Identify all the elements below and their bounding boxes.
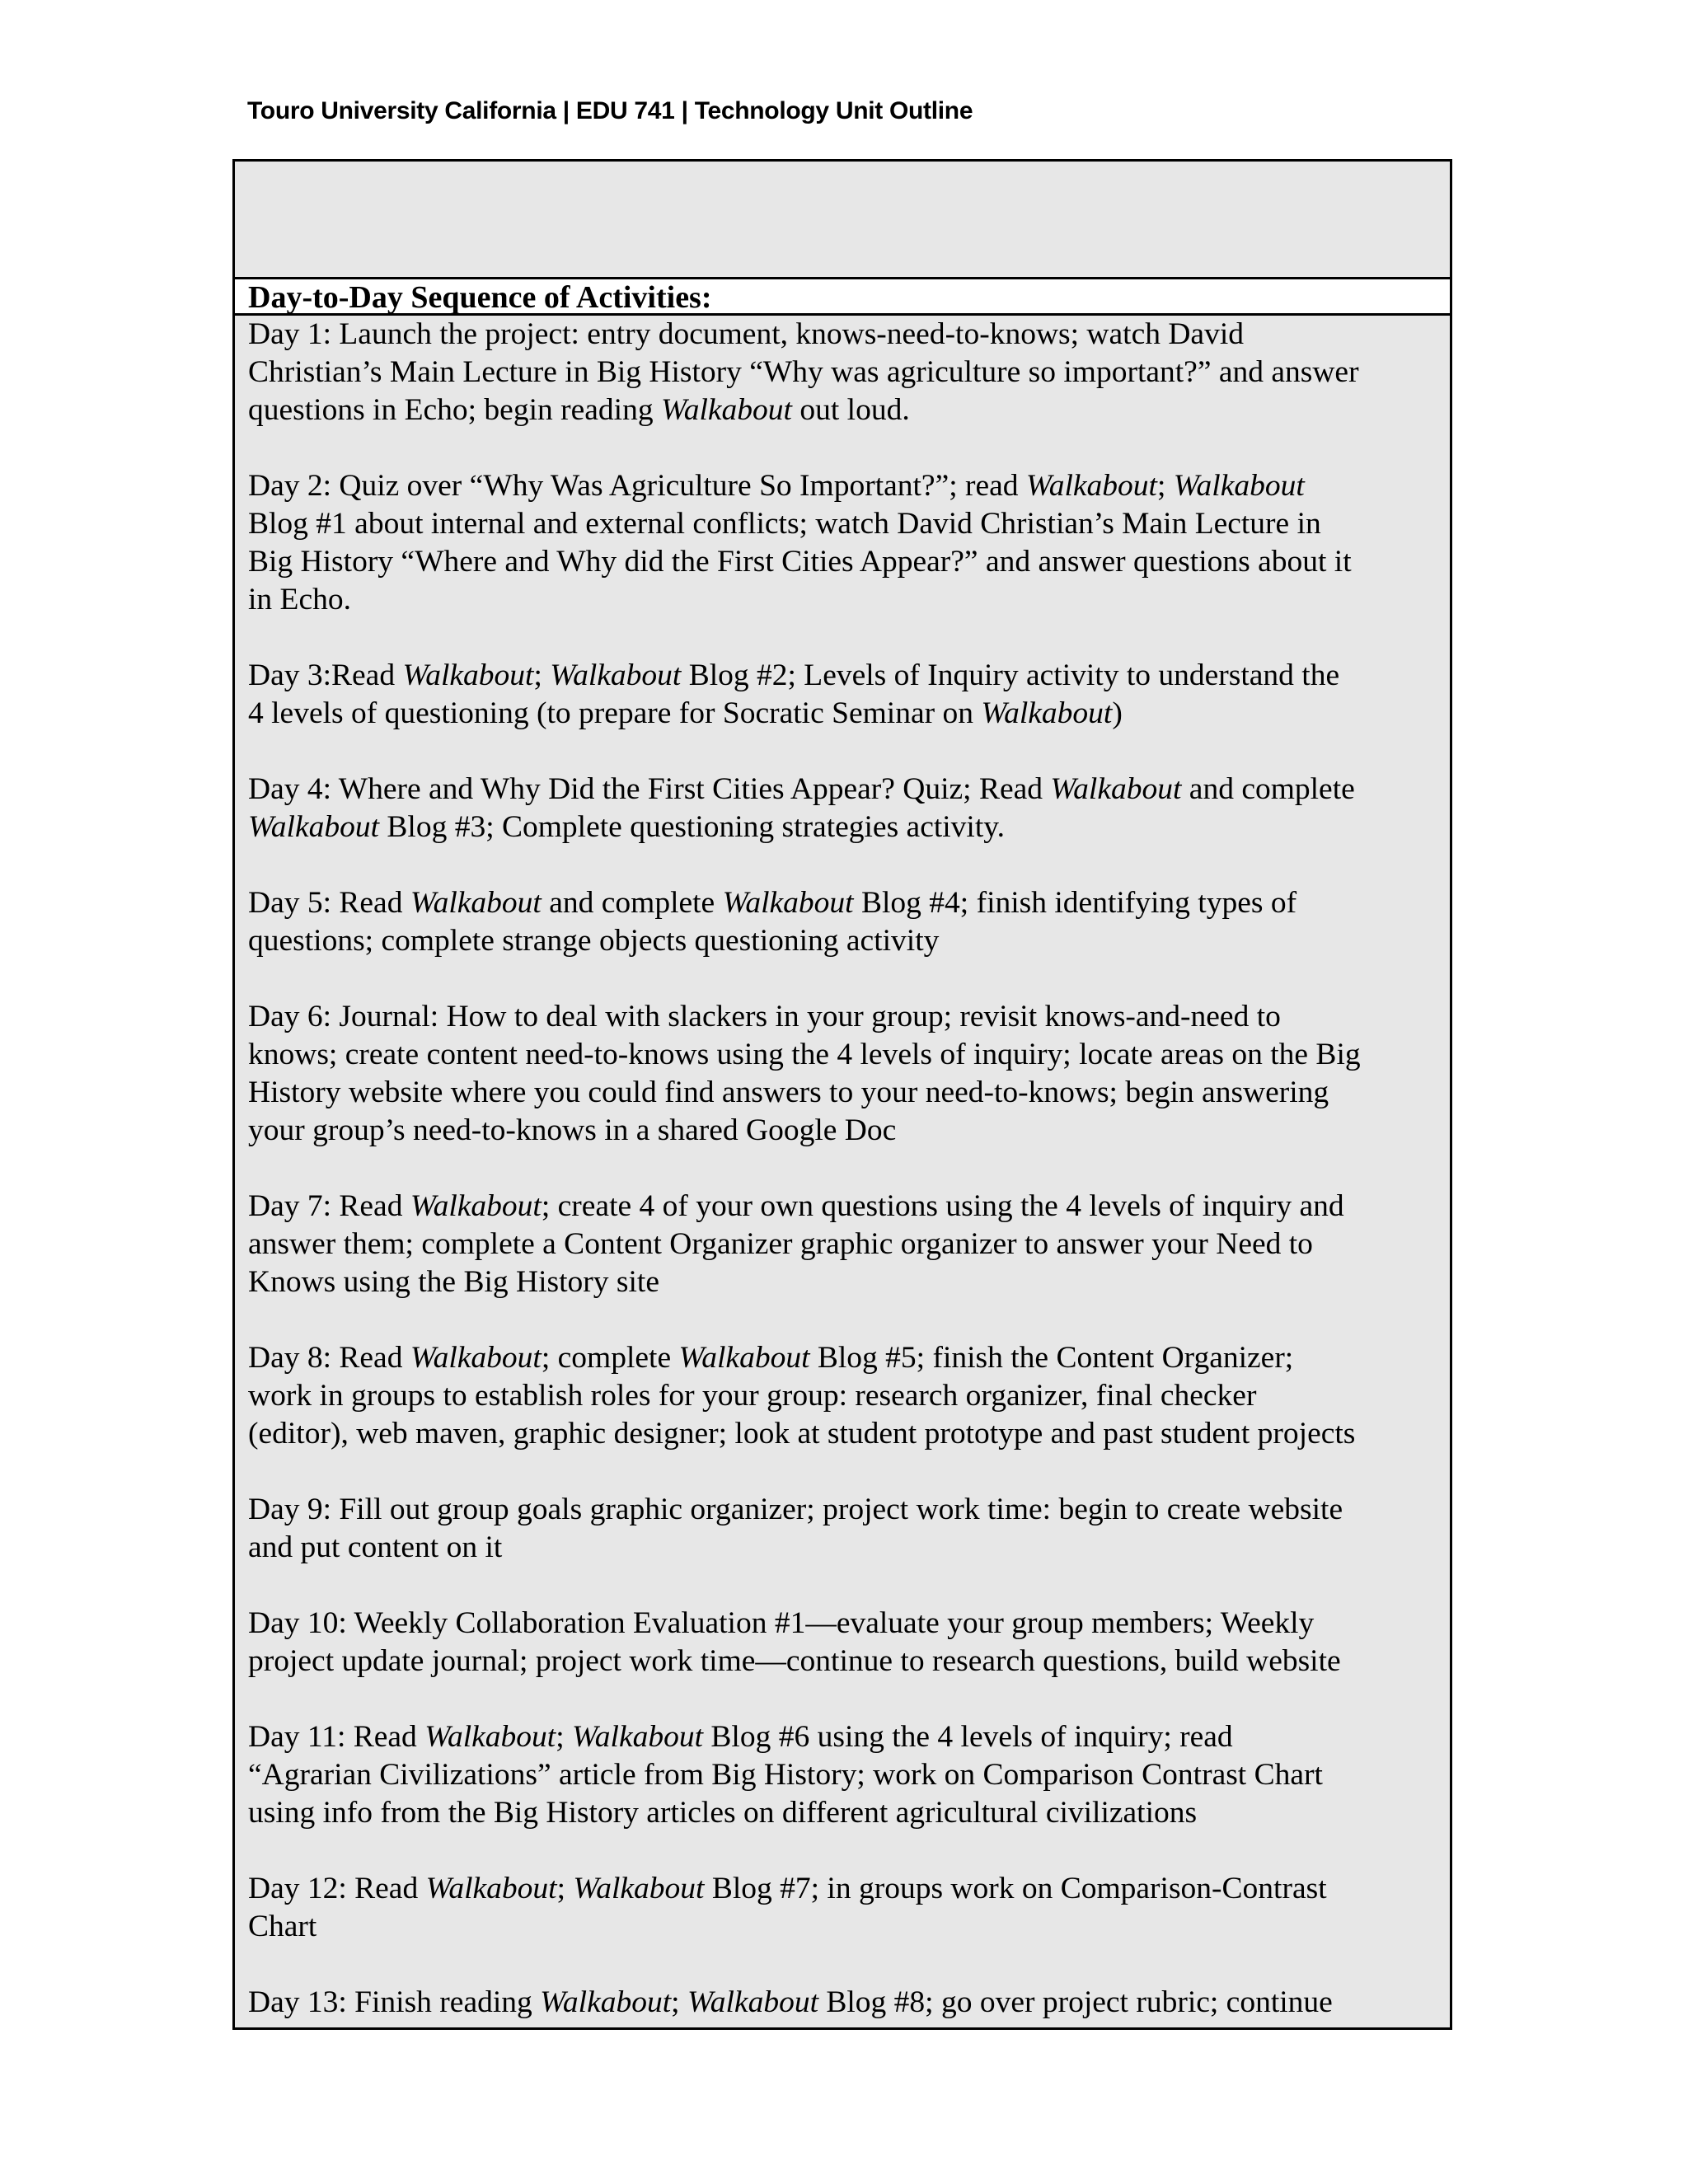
entry-line: work in groups to establish roles for your group: research organizer, final checker [248,1379,1257,1413]
entry-line: 4 levels of questioning (to prepare for Socratic Seminar on Walkabout) [248,696,1123,730]
day-entry-4 [248,771,1437,846]
book-title: Walkabout [660,393,792,427]
entry-line: questions; complete strange objects questioning activity [248,924,940,958]
book-title: Walkabout [1173,469,1305,503]
entry-line: project update journal; project work time—continue to research questions, build website [248,1644,1341,1678]
entry-line: Blog #1 about internal and external conflicts; watch David Christian’s Main Lecture in [248,507,1321,541]
book-title: Walkabout [550,658,682,692]
day-entry-7 [248,1188,1437,1301]
activities-cell [235,316,1450,2022]
section-heading: Day-to-Day Sequence of Activities: [235,279,1450,316]
entry-line: and put content on it [248,1530,503,1564]
book-title: Walkabout [722,886,854,920]
book-title: Walkabout [248,810,380,844]
entry-line: Day 1: Launch the project: entry document, knows-need-to-knows; watch David [248,317,1244,351]
book-title: Walkabout [425,1872,557,1905]
entry-line: Day 4: Where and Why Did the First Cities Appear? Quiz; Read Walkabout and complete [248,772,1355,806]
entry-line: Day 9: Fill out group goals graphic organizer; project work time: begin to create website [248,1493,1343,1526]
entry-line: answer them; complete a Content Organizer graphic organizer to answer your Need to [248,1227,1313,1261]
entry-line: Walkabout Blog #3; Complete questioning strategies activity. [248,810,1005,844]
entry-line: your group’s need-to-knows in a shared Google Doc [248,1113,897,1147]
day-entry-13 [248,1984,1437,2022]
book-title: Walkabout [402,658,534,692]
unit-outline-table [232,159,1452,2030]
day-entry-8 [248,1339,1437,1453]
entry-line: in Echo. [248,583,351,616]
entry-line: Big History “Where and Why did the First Cities Appear?” and answer questions about it [248,545,1352,579]
book-title: Walkabout [424,1720,556,1754]
entry-line: Day 5: Read Walkabout and complete Walkabout Blog #4; finish identifying types of [248,886,1297,920]
day-entry-10 [248,1605,1437,1680]
entry-line: knows; create content need-to-knows using the 4 levels of inquiry; locate areas on the Big [248,1038,1361,1071]
page-header: Touro University California | EDU 741 | Technology Unit Outline [247,97,973,124]
entry-line: Day 11: Read Walkabout; Walkabout Blog #6 using the 4 levels of inquiry; read [248,1720,1233,1754]
entry-line: Day 10: Weekly Collaboration Evaluation #1—evaluate your group members; Weekly [248,1606,1315,1640]
entry-line: Day 7: Read Walkabout; create 4 of your own questions using the 4 levels of inquiry and [248,1189,1344,1223]
book-title: Walkabout [410,1341,542,1375]
entry-line: Day 2: Quiz over “Why Was Agriculture So Important?”; read Walkabout; Walkabout [248,469,1305,503]
entry-line: using info from the Big History articles on different agricultural civilizations [248,1796,1198,1830]
day-entry-2 [248,467,1437,619]
book-title: Walkabout [981,696,1113,730]
book-title: Walkabout [540,1985,672,2019]
entry-line: questions in Echo; begin reading Walkabout out loud. [248,393,910,427]
entry-line: Knows using the Big History site [248,1265,659,1299]
book-title: Walkabout [410,886,542,920]
entry-line: History website where you could find answers to your need-to-knows; begin answering [248,1076,1329,1109]
book-title: Walkabout [573,1872,705,1905]
entry-line: Day 12: Read Walkabout; Walkabout Blog #7; in groups work on Comparison-Contrast [248,1872,1327,1905]
entry-line: Day 6: Journal: How to deal with slackers in your group; revisit knows-and-need to [248,1000,1281,1033]
day-entry-5 [248,884,1437,960]
empty-top-cell [235,162,1450,279]
day-entry-12 [248,1870,1437,1946]
entry-line: (editor), web maven, graphic designer; look at student prototype and past student projects [248,1417,1356,1451]
day-entry-6 [248,998,1437,1150]
book-title: Walkabout [1050,772,1182,806]
day-entry-3 [248,657,1437,733]
entry-line: “Agrarian Civilizations” article from Big History; work on Comparison Contrast Chart [248,1758,1323,1792]
book-title: Walkabout [678,1341,810,1375]
day-entry-9 [248,1491,1437,1567]
entry-line: Day 3:Read Walkabout; Walkabout Blog #2; Levels of Inquiry activity to understand the [248,658,1340,692]
entry-line: Day 13: Finish reading Walkabout; Walkabout Blog #8; go over project rubric; continue [248,1985,1333,2019]
entry-line: Chart [248,1910,317,1943]
entry-line: Christian’s Main Lecture in Big History “Why was agriculture so important?” and answer [248,355,1359,389]
book-title: Walkabout [687,1985,818,2019]
book-title: Walkabout [1025,469,1157,503]
book-title: Walkabout [410,1189,542,1223]
day-entry-1 [248,316,1437,429]
book-title: Walkabout [572,1720,704,1754]
day-entry-11 [248,1718,1437,1832]
entry-line: Day 8: Read Walkabout; complete Walkabout Blog #5; finish the Content Organizer; [248,1341,1294,1375]
